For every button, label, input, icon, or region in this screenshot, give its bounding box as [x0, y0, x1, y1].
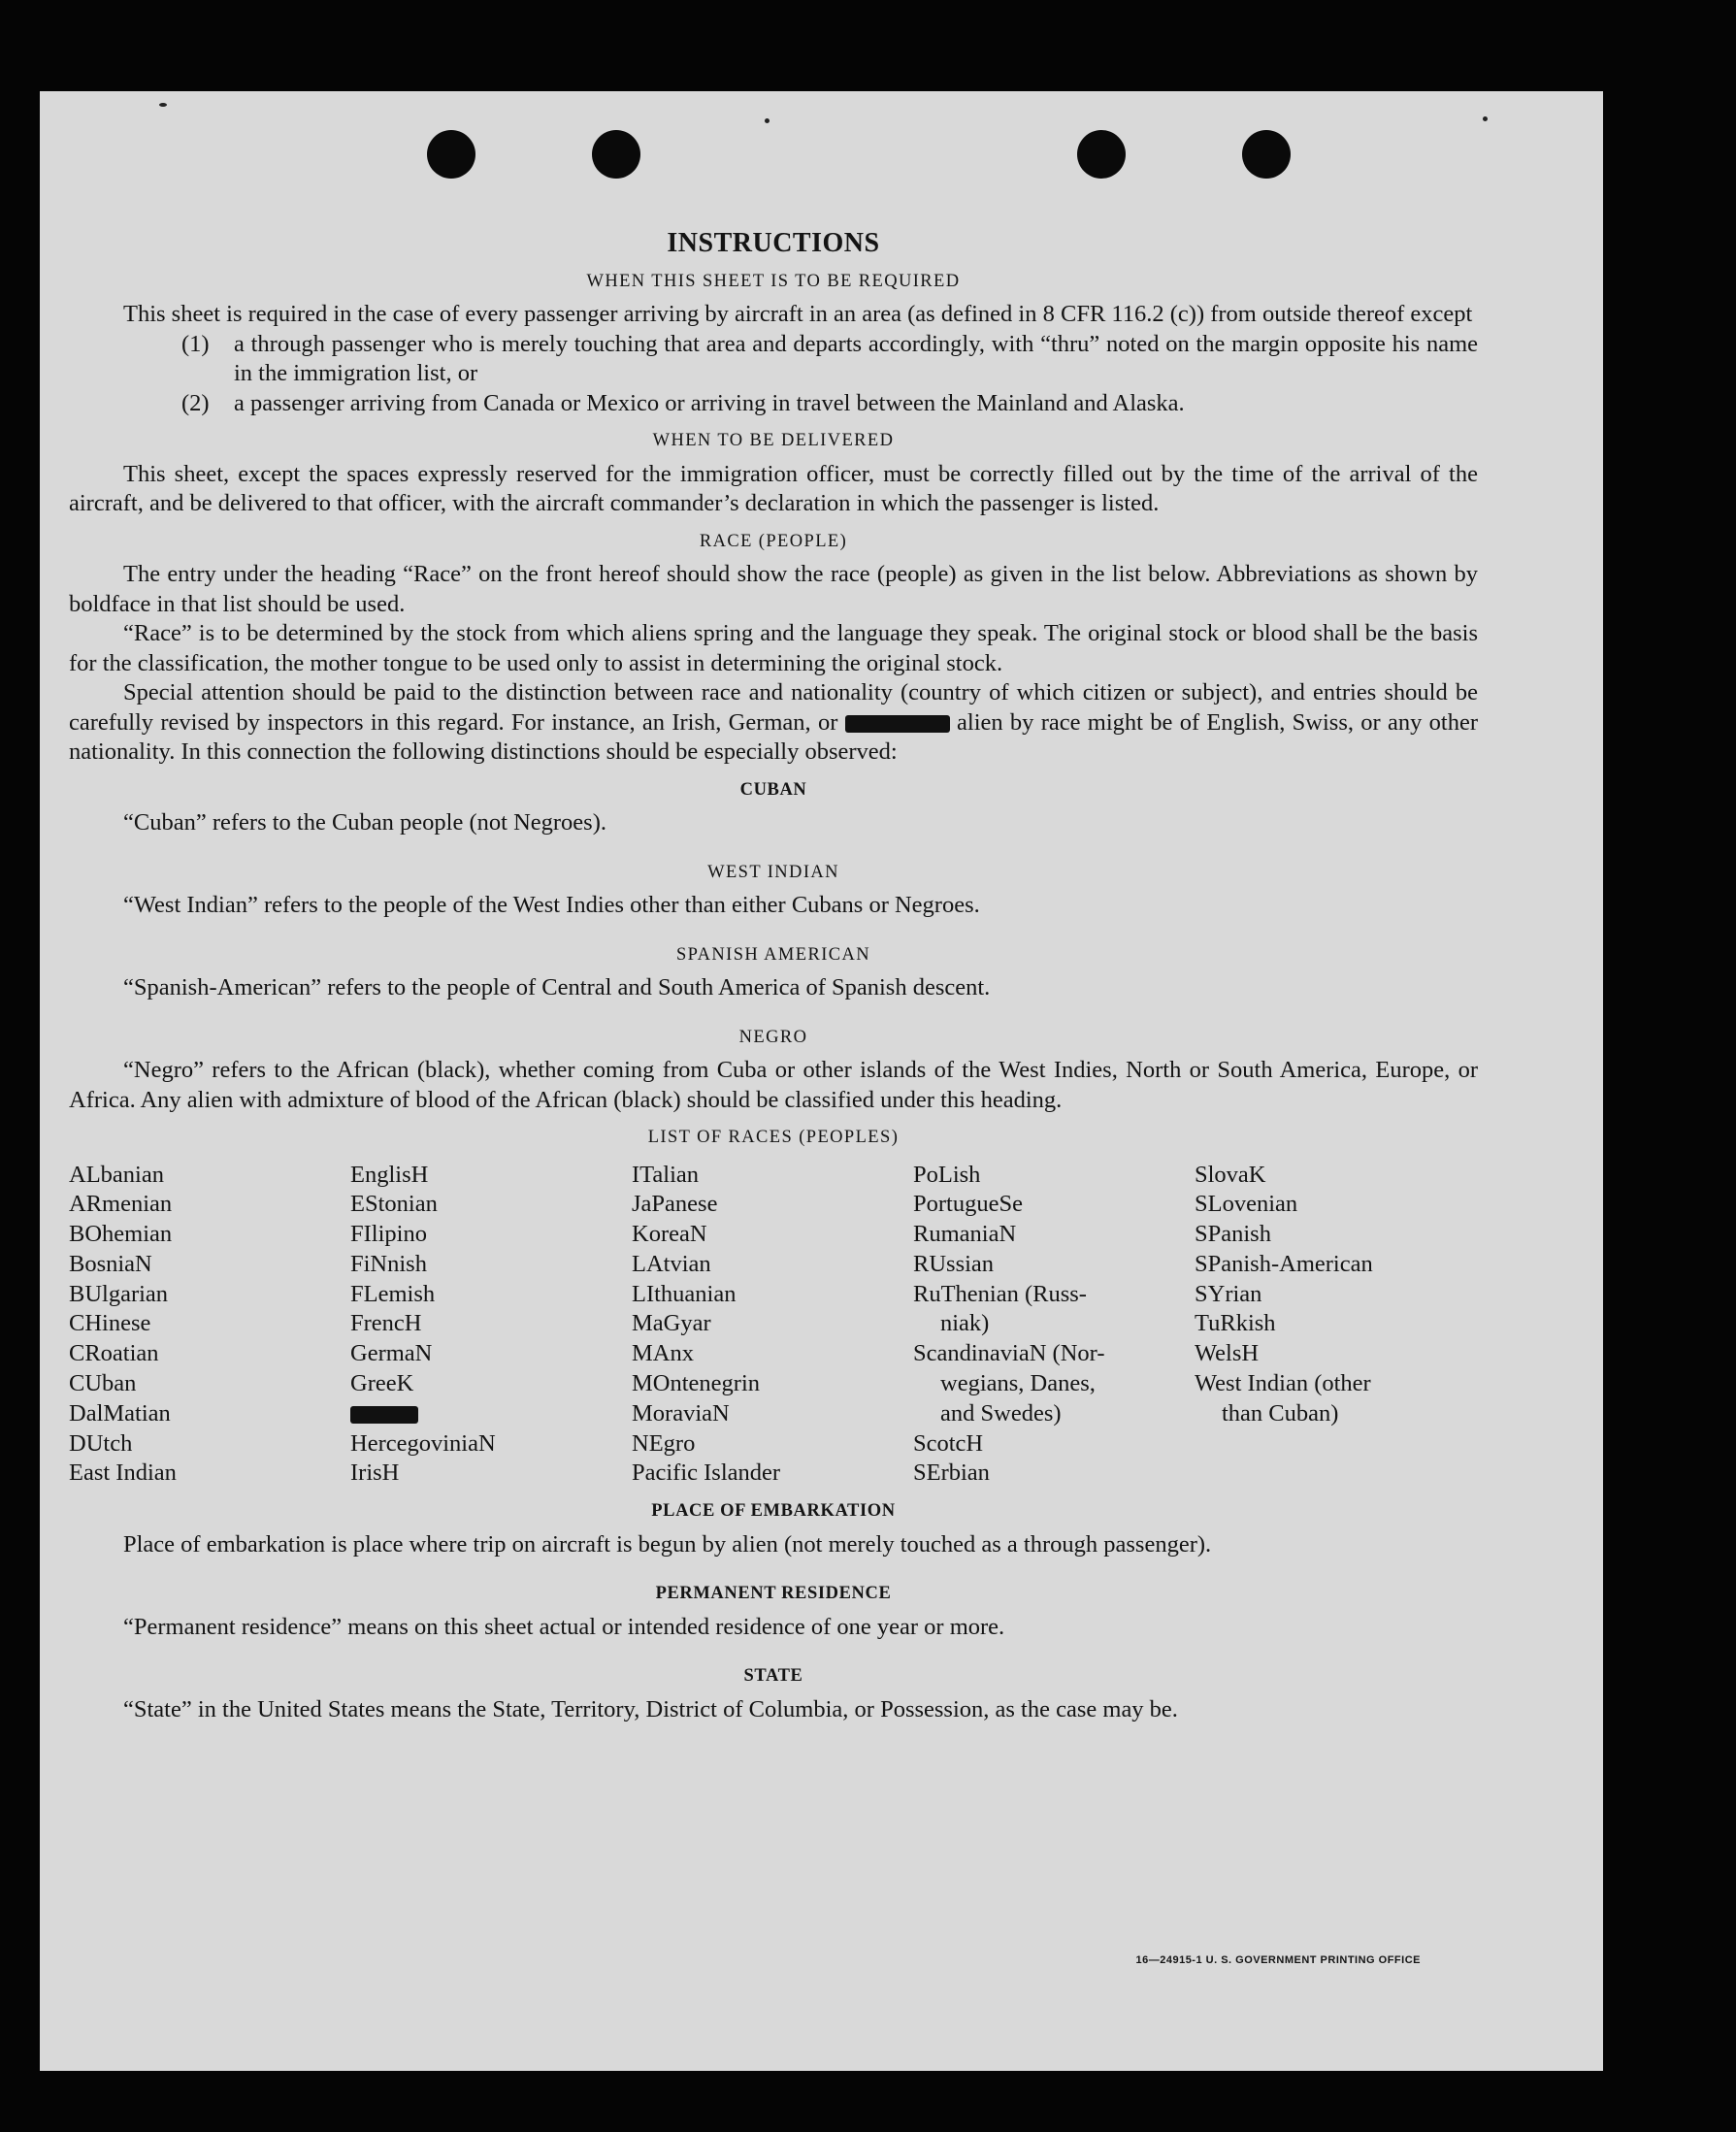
race-entry: FrencH: [350, 1310, 422, 1337]
instructions-content: [69, 229, 1478, 1724]
race-paragraph-3b: alien by race might be of English, Swiss, or any other nationality. In this connection the following distinctions should be especially observed:: [69, 708, 1479, 765]
race-entry: PoLish: [913, 1161, 981, 1188]
race-paragraph-1: The entry under the heading “Race” on the front hereof should show the race (people) as given in the list below. Abbreviations as shown by boldface in that list should be used.: [69, 561, 1478, 617]
punch-hole: [1077, 130, 1126, 179]
section-heading-embarkation: PLACE OF EMBARKATION: [651, 1501, 896, 1522]
race-entry: TuRkish: [1195, 1310, 1276, 1337]
race-entry: ITalian: [632, 1161, 700, 1188]
speck: [159, 103, 167, 107]
race-entry: SlovaK: [1195, 1161, 1266, 1188]
race-entry: East Indian: [69, 1460, 177, 1487]
west-indian-text: “West Indian” refers to the people of the West Indies other than either Cubans or Negroes.: [123, 892, 980, 918]
race-entry: ScotcH: [913, 1429, 984, 1457]
race-entry: than Cuban): [1222, 1399, 1339, 1427]
races-column: [913, 1161, 1195, 1490]
section-heading-residence: PERMANENT RESIDENCE: [655, 1584, 892, 1604]
race-entry: SErbian: [913, 1460, 990, 1487]
races-column: [350, 1161, 632, 1490]
embarkation-text: Place of embarkation is place where trip on aircraft is begun by alien (not merely touched as a through passenger).: [123, 1530, 1212, 1558]
exception-text: a through passenger who is merely touching that area and departs accordingly, with “thru” noted on the margin opposite his name in the immigration list, or: [234, 330, 1478, 386]
races-column: [69, 1161, 350, 1490]
redaction-mark: [845, 715, 950, 733]
race-entry: Pacific Islander: [632, 1460, 781, 1487]
race-entry: CRoatian: [69, 1340, 159, 1367]
races-column-part: [350, 1429, 632, 1490]
race-entry: [350, 1399, 632, 1429]
race-entry: LIthuanian: [632, 1280, 737, 1307]
negro-text: “Negro” refers to the African (black), whether coming from Cuba or other islands of the West Indies, North or South America, Europe, or Africa. Any alien with admixture of blood of the African (black) should be classified under this heading.: [69, 1057, 1478, 1113]
printer-imprint: 16—24915-1 U. S. GOVERNMENT PRINTING OFFICE: [1135, 1954, 1421, 1966]
section-heading-spanish-american: SPANISH AMERICAN: [675, 944, 871, 965]
race-entry: HercegoviniaN: [350, 1429, 496, 1457]
race-entry: RumaniaN: [913, 1221, 1017, 1248]
spanish-american-text: “Spanish-American” refers to the people of Central and South America of Spanish descent.: [123, 974, 991, 1000]
section-heading-cuban: CUBAN: [739, 779, 807, 800]
race-entry: MaGyar: [632, 1310, 711, 1337]
race-entry: GreeK: [350, 1370, 414, 1397]
race-entry: PortugueSe: [913, 1191, 1023, 1218]
race-entry: CUban: [69, 1370, 137, 1397]
races-column: [632, 1161, 913, 1490]
section-heading-state: STATE: [743, 1666, 803, 1687]
document-sheet: [40, 91, 1603, 2071]
punch-hole: [1242, 130, 1291, 179]
section-heading-races-list: LIST OF RACES (PEOPLES): [647, 1128, 900, 1147]
race-entry: ALbanian: [69, 1161, 164, 1188]
delivered-text: This sheet, except the spaces expressly reserved for the immigration officer, must be correctly filled out by the time of the arrival of the aircraft, and be delivered to that officer, with the aircraft commander’s declaration in which the passenger is listed.: [69, 460, 1478, 516]
speck: [1483, 116, 1488, 121]
race-entry: and Swedes): [940, 1399, 1062, 1427]
race-entry: BOhemian: [69, 1221, 173, 1248]
exception-text: a passenger arriving from Canada or Mexico or arriving in travel between the Mainland and Alaska.: [234, 389, 1185, 416]
race-entry: RUssian: [913, 1250, 995, 1277]
race-entry: MAnx: [632, 1340, 694, 1367]
race-entry: SPanish-American: [1195, 1250, 1373, 1277]
race-entry: JaPanese: [632, 1191, 718, 1218]
race-entry: wegians, Danes,: [940, 1370, 1096, 1397]
race-entry: ScandinaviaN (Nor-: [913, 1340, 1105, 1367]
cuban-text: “Cuban” refers to the Cuban people (not Negroes).: [123, 809, 606, 836]
race-entry: EStonian: [350, 1191, 438, 1218]
exception-number: (1): [181, 330, 210, 357]
race-entry: KoreaN: [632, 1221, 707, 1248]
required-intro: This sheet is required in the case of every passenger arriving by aircraft in an area (as defined in 8 CFR 116.2 (c)) from outside thereof except: [123, 301, 1473, 327]
race-entry: FLemish: [350, 1280, 436, 1307]
page-title: INSTRUCTIONS: [667, 228, 880, 258]
section-heading-race: RACE (PEOPLE): [699, 531, 848, 551]
race-entry: DUtch: [69, 1429, 133, 1457]
race-entry: LAtvian: [632, 1250, 711, 1277]
section-heading-west-indian: WEST INDIAN: [707, 862, 839, 882]
race-entry: IrisH: [350, 1460, 400, 1487]
race-entry: WelsH: [1195, 1340, 1260, 1367]
exception-item: [181, 330, 1478, 389]
race-entry: FiNnish: [350, 1250, 427, 1277]
race-entry: ARmenian: [69, 1191, 173, 1218]
races-column-part: [350, 1161, 632, 1399]
redaction-mark: [350, 1406, 418, 1424]
race-entry: West Indian (other: [1195, 1370, 1371, 1397]
race-entry: SPanish: [1195, 1221, 1271, 1248]
residence-text: “Permanent residence” means on this sheet actual or intended residence of one year or more.: [123, 1613, 1005, 1640]
race-paragraph-3a: Special attention should be paid to the distinction between race and nationality (country of which citizen or subject), and entries should be carefully revised by inspectors in this regard. For instance, an Irish, German, or: [69, 679, 1478, 736]
race-entry: EnglisH: [350, 1161, 429, 1188]
race-entry: MOntenegrin: [632, 1370, 760, 1397]
speck: [765, 118, 770, 123]
race-entry: niak): [940, 1310, 990, 1337]
race-entry: MoraviaN: [632, 1399, 730, 1427]
race-entry: SYrian: [1195, 1280, 1262, 1307]
section-heading-required: WHEN THIS SHEET IS TO BE REQUIRED: [586, 271, 961, 291]
race-entry: SLovenian: [1195, 1191, 1298, 1218]
race-entry: GermaN: [350, 1340, 433, 1367]
race-paragraph-3: [69, 678, 1478, 768]
races-column: [1195, 1161, 1476, 1490]
section-heading-negro: NEGRO: [738, 1027, 808, 1047]
exception-item: [181, 389, 1478, 419]
race-paragraph-2: “Race” is to be determined by the stock from which aliens spring and the language they speak. The original stock or blood shall be the basis for the classification, the mother tongue to be used only to assist in determining the original stock.: [69, 620, 1478, 676]
race-entry: DalMatian: [69, 1399, 171, 1427]
section-heading-delivered: WHEN TO BE DELIVERED: [652, 431, 895, 450]
race-entry: RuThenian (Russ-: [913, 1280, 1087, 1307]
race-entry: BUlgarian: [69, 1280, 169, 1307]
punch-hole: [592, 130, 640, 179]
race-entry: FIlipino: [350, 1221, 427, 1248]
races-list: [69, 1161, 1478, 1490]
race-entry: BosniaN: [69, 1250, 152, 1277]
punch-hole: [427, 130, 475, 179]
exception-number: (2): [181, 389, 210, 416]
race-entry: NEgro: [632, 1429, 696, 1457]
race-entry: CHinese: [69, 1310, 151, 1337]
state-text: “State” in the United States means the State, Territory, District of Columbia, or Possession, as the case may be.: [123, 1695, 1178, 1722]
